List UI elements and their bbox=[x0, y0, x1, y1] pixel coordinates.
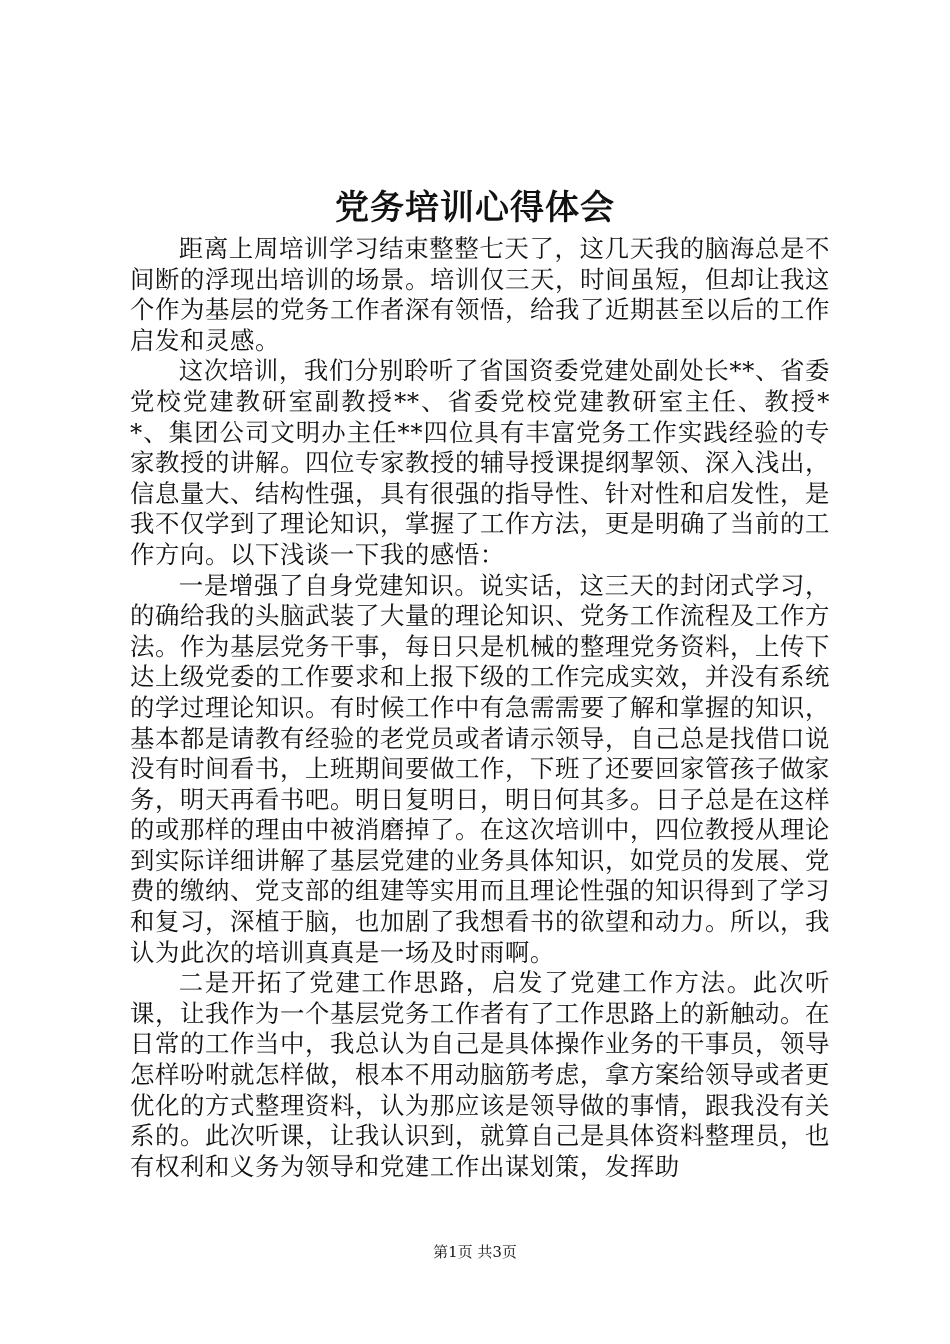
paragraph-intro: 距离上周培训学习结束整整七天了，这几天我的脑海总是不间断的浮现出培训的场景。培训仅三天，时间虽短，但却让我这个作为基层的党务工作者深有领悟，给我了近期甚至以后的工作启发和灵感。 bbox=[130, 234, 830, 355]
document-body bbox=[130, 234, 830, 1182]
page-footer: 第1页 共3页 bbox=[433, 1243, 517, 1261]
paragraph-training-overview: 这次培训，我们分别聆听了省国资委党建处副处长**、省委党校党建教研室副教授**、省委党校党建教研室主任、教授**、集团公司文明办主任**四位具有丰富党务工作实践经验的专家教授的讲解。四位专家教授的辅导授课提纲挈领、深入浅出，信息量大、结构性强，具有很强的指导性、针对性和启发性，是我不仅学到了理论知识，掌握了工作方法，更是明确了当前的工作方向。以下浅谈一下我的感悟： bbox=[130, 356, 830, 569]
paragraph-point-one: 一是增强了自身党建知识。说实话，这三天的封闭式学习，的确给我的头脑武装了大量的理论知识、党务工作流程及工作方法。作为基层党务干事，每日只是机械的整理党务资料，上传下达上级党委的工作要求和上报下级的工作完成实效，并没有系统的学过理论知识。有时候工作中有急需需要了解和掌握的知识，基本都是请教有经验的老党员或者请示领导，自己总是找借口说没有时间看书，上班期间要做工作，下班了还要回家管孩子做家务，明天再看书吧。明日复明日，明日何其多。日子总是在这样的或那样的理由中被消磨掉了。在这次培训中，四位教授从理论到实际详细讲解了基层党建的业务具体知识，如党员的发展、党费的缴纳、党支部的组建等实用而且理论性强的知识得到了学习和复习，深植于脑，也加剧了我想看书的欲望和动力。所以，我认为此次的培训真真是一场及时雨啊。 bbox=[130, 570, 830, 967]
document-title: 党务培训心得体会 bbox=[335, 188, 615, 228]
paragraph-point-two: 二是开拓了党建工作思路，启发了党建工作方法。此次听课，让我作为一个基层党务工作者有了工作思路上的新触动。在日常的工作当中，我总认为自己是具体操作业务的干事员，领导怎样吩咐就怎样做，根本不用动脑筋考虑，拿方案给领导或者更优化的方式整理资料，认为那应该是领导做的事情，跟我没有关系的。此次听课，让我认识到，就算自己是具体资料整理员，也有权利和义务为领导和党建工作出谋划策，发挥助 bbox=[130, 968, 830, 1181]
